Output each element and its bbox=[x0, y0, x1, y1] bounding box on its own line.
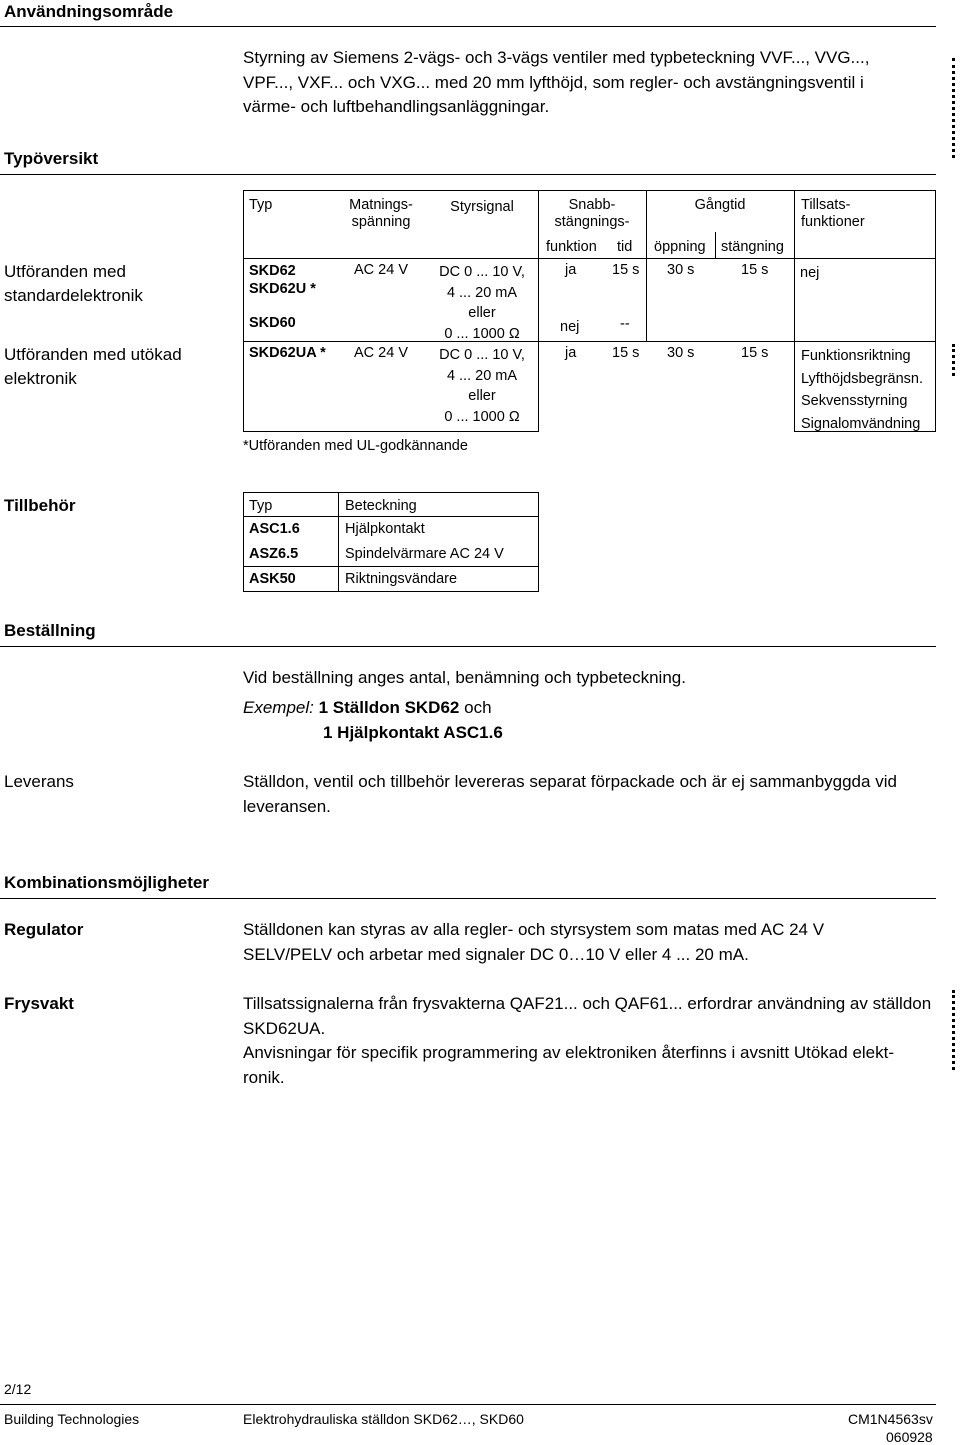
cell-supply: AC 24 V bbox=[354, 345, 408, 361]
side-label-frysvakt: Frysvakt bbox=[4, 994, 74, 1013]
header-funktion: funktion bbox=[546, 239, 597, 255]
header-tillsatsfunktioner: Tillsats- funktioner bbox=[801, 197, 865, 230]
anvandningsomrade-text: Styrning av Siemens 2-vägs- och 3-vägs ventiler med typbeteckning VVF..., VVG..., VPF..., VXF... och VXG... med 20 mm lyfthöjd, som regler- och avstängningsventil i värme- och luftbehandlingsanläggningar. bbox=[243, 48, 870, 116]
header-stangning: stängning bbox=[721, 239, 784, 255]
footer-doc-id: CM1N4563sv bbox=[848, 1411, 933, 1427]
accessories-table bbox=[0, 0, 960, 600]
cell-supply: AC 24 V bbox=[354, 262, 408, 278]
page-number: 2/12 bbox=[4, 1381, 32, 1397]
section-title-anvandningsomrade: Användningsområde bbox=[4, 2, 174, 21]
side-label-regulator: Regulator bbox=[4, 920, 84, 939]
cell-typ: ASC1.6 bbox=[249, 521, 300, 537]
footer-rule bbox=[0, 1404, 936, 1405]
cell-type-skd62: SKD62 SKD62U * bbox=[249, 263, 316, 297]
footer-doc-title: Elektrohydrauliska ställdon SKD62…, SKD60 bbox=[243, 1411, 524, 1427]
cell-signal: DC 0 ... 10 V, 4 ... 20 mA eller 0 ... 1000 Ω bbox=[439, 264, 525, 342]
cell-signal: DC 0 ... 10 V, 4 ... 20 mA eller 0 ... 1000 Ω bbox=[439, 347, 525, 425]
side-label-standard: Utföranden med standardelektronik bbox=[4, 262, 143, 305]
footer-date: 060928 bbox=[886, 1429, 933, 1445]
header-beteckning: Beteckning bbox=[345, 498, 417, 514]
frysvakt-text-2: Anvisningar för specifik programmering av elektroniken återfinns i avsnitt Utökad elekt-ronik. bbox=[243, 1043, 895, 1087]
cell-snabb-funktion: ja bbox=[565, 262, 577, 278]
section-title-kombination: Kombinationsmöjligheter bbox=[4, 873, 209, 892]
cell-type-skd62ua: SKD62UA * bbox=[249, 345, 326, 361]
cell-typ: ASZ6.5 bbox=[249, 546, 299, 562]
section-rule bbox=[0, 646, 936, 647]
cell-type-skd60: SKD60 bbox=[249, 315, 296, 331]
cell-beteckning: Spindelvärmare AC 24 V bbox=[345, 546, 504, 562]
example-item-2: 1 Hjälpkontakt ASC1.6 bbox=[323, 723, 503, 742]
bestallning-text: Vid beställning anges antal, benämning och typbeteckning. bbox=[243, 668, 686, 687]
footer-company: Building Technologies bbox=[4, 1411, 140, 1427]
cell-stangning: 15 s bbox=[741, 262, 769, 278]
cell-beteckning: Hjälpkontakt bbox=[345, 521, 425, 537]
cell-beteckning: Riktningsvändare bbox=[345, 571, 458, 587]
cell-stangning: 15 s bbox=[741, 345, 769, 361]
cell-snabb-funktion: nej bbox=[560, 319, 580, 335]
example-item-1: 1 Ställdon SKD62 bbox=[318, 698, 460, 717]
header-typ: Typ bbox=[249, 197, 273, 213]
cell-snabb-tid: 15 s bbox=[612, 345, 640, 361]
cell-oppning: 30 s bbox=[667, 345, 695, 361]
bestallning-example bbox=[243, 696, 492, 721]
header-snabbstangning: Snabb- stängnings- bbox=[554, 197, 630, 230]
cell-snabb-tid: 15 s bbox=[612, 262, 640, 278]
regulator-text: Ställdonen kan styras av alla regler- och styrsystem som matas med AC 24 V SELV/PELV och arbetar med signaler DC 0…10 V eller 4 ... 20 mA. bbox=[243, 920, 825, 964]
header-typ: Typ bbox=[249, 498, 273, 514]
section-title-bestallning: Beställning bbox=[4, 621, 96, 640]
frysvakt-text-1: Tillsatssignalerna från frysvakterna QAF21... och QAF61... erfordrar användning av ställdon SKD62UA. bbox=[243, 994, 932, 1038]
leverans-text: Ställdon, ventil och tillbehör levereras separat förpackade och är ej sammanbyggda vid leveransen. bbox=[243, 772, 897, 816]
example-label: Exempel: bbox=[243, 698, 314, 717]
header-gangtid: Gångtid bbox=[694, 197, 746, 213]
section-title-tillbehor: Tillbehör bbox=[4, 496, 76, 515]
header-matningsspanning: Matnings- spänning bbox=[349, 197, 413, 230]
table-footnote: *Utföranden med UL-godkännande bbox=[243, 438, 468, 454]
cell-snabb-tid: -- bbox=[620, 316, 630, 332]
cell-snabb-funktion: ja bbox=[565, 345, 577, 361]
cell-tillsats: nej bbox=[800, 265, 820, 281]
example-conjunction: och bbox=[464, 698, 492, 717]
cell-typ: ASK50 bbox=[249, 571, 296, 587]
side-label-utokad: Utföranden med utökad elektronik bbox=[4, 345, 182, 388]
margin-change-marker bbox=[952, 990, 955, 1070]
section-rule bbox=[0, 898, 936, 899]
cell-tillsats: Funktionsriktning Lyfthöjdsbegränsn. Sekvensstyrning Signalomvändning bbox=[801, 348, 923, 432]
header-oppning: öppning bbox=[654, 239, 706, 255]
header-tid: tid bbox=[617, 239, 633, 255]
header-styrsignal: Styrsignal bbox=[450, 199, 514, 215]
cell-oppning: 30 s bbox=[667, 262, 695, 278]
side-label-leverans: Leverans bbox=[4, 772, 74, 791]
section-title-typoversikt: Typöversikt bbox=[4, 149, 99, 168]
